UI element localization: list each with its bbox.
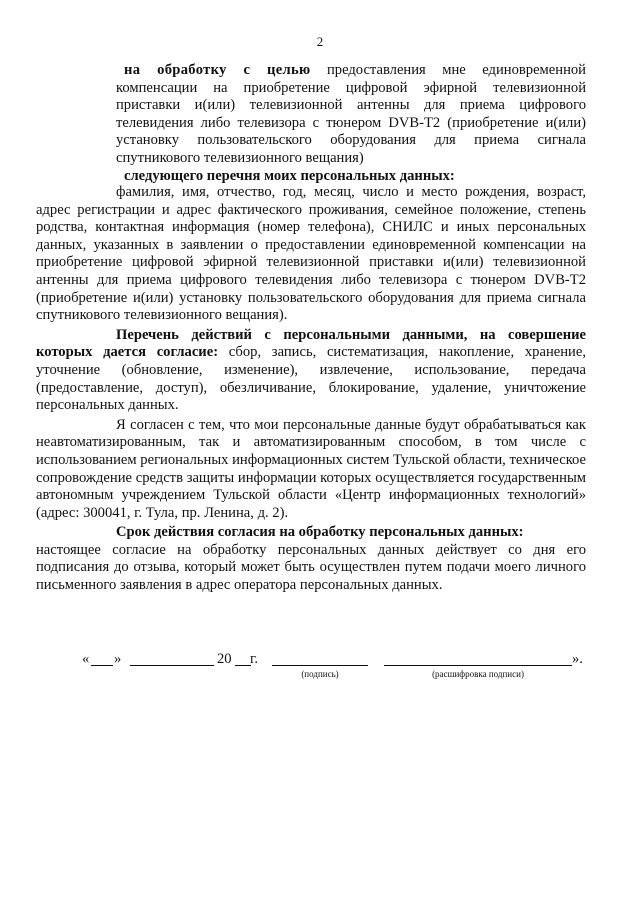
data-list-heading: следующего перечня моих персональных данных: [124, 167, 455, 184]
purpose-text: предоставления мне единовременной компенсации на приобретение цифровой эфирной телевизионной приставки и(или) телевизионной антенны для приема цифрового телевидения либо телевизора с тюнером DVB-T2 (приобретение и(или) установку пользовательского оборудования для приема сигнала спутникового телевизионного вещания) [116, 62, 586, 166]
page-number: 2 [316, 34, 324, 49]
decoding-caption: (расшифровка подписи) [432, 669, 524, 679]
consent-paragraph: Я согласен с тем, что мои персональные данные будут обрабатываться как неавтоматизированным, так и автоматизированным способом, в том числе с использованием региональных информационных систем Тульской области, техническое сопровождение средств защиты информации которых осуществляется государственным автономным учреждением Тульской области «Центр информационных технологий» (адрес: 300041, г. Тула, пр. Ленина, д. 2). [36, 416, 586, 521]
date-month-line[interactable] [130, 665, 214, 666]
term-heading: Срок действия согласия на обработку персональных данных: [116, 524, 524, 541]
purpose-heading: на обработку с целью [124, 62, 311, 78]
date-day-line[interactable] [91, 665, 113, 666]
year-line[interactable] [235, 665, 251, 666]
date-quote-open: « [82, 651, 90, 667]
signature-block [82, 651, 592, 691]
actions-paragraph [36, 327, 586, 415]
date-quote-close: » [114, 651, 122, 667]
purpose-paragraph [116, 62, 586, 168]
actions-text: сбор, запись, систематизация, накопление, хранение, уточнение (обновление, изменение), извлечение, использование, передача (предоставление, доступ), обезличивание, блокирование, удаление, уничтожение персональных данных. [36, 344, 586, 414]
actions-heading: Перечень действий с персональными данными, на совершение которых дается согласие: [36, 326, 586, 361]
decoding-line[interactable] [384, 665, 572, 666]
term-text: настоящее согласие на обработку персональных данных действует со дня его подписания до отзыва, который может быть осуществлен путем подачи моего личного письменного заявления в адрес оператора персональных данных. [36, 541, 586, 594]
signature-caption: (подпись) [301, 669, 339, 679]
document-body-wide [36, 184, 586, 595]
signature-end: ». [572, 651, 583, 667]
data-list-text: фамилия, имя, отчество, год, месяц, число и место рождения, возраст, адрес регистрации и адрес фактического проживания, семейное положение, степень родства, контактная информация (номер телефона), СНИЛС и иных персональных данных, указанных в заявлении о предоставлении единовременной компенсации на приобретение цифровой эфирной телевизионной приставки и(или) телевизионной антенны для приема цифрового телевидения либо телевизора с тюнером DVB-T2 (приобретение и(или) установку пользовательского оборудования для приема сигнала спутникового телевизионного вещания). [36, 184, 586, 324]
year-suffix: г. [250, 651, 258, 667]
signature-line[interactable] [272, 665, 368, 666]
year-prefix: 20 [217, 651, 232, 667]
document-body [116, 62, 586, 185]
